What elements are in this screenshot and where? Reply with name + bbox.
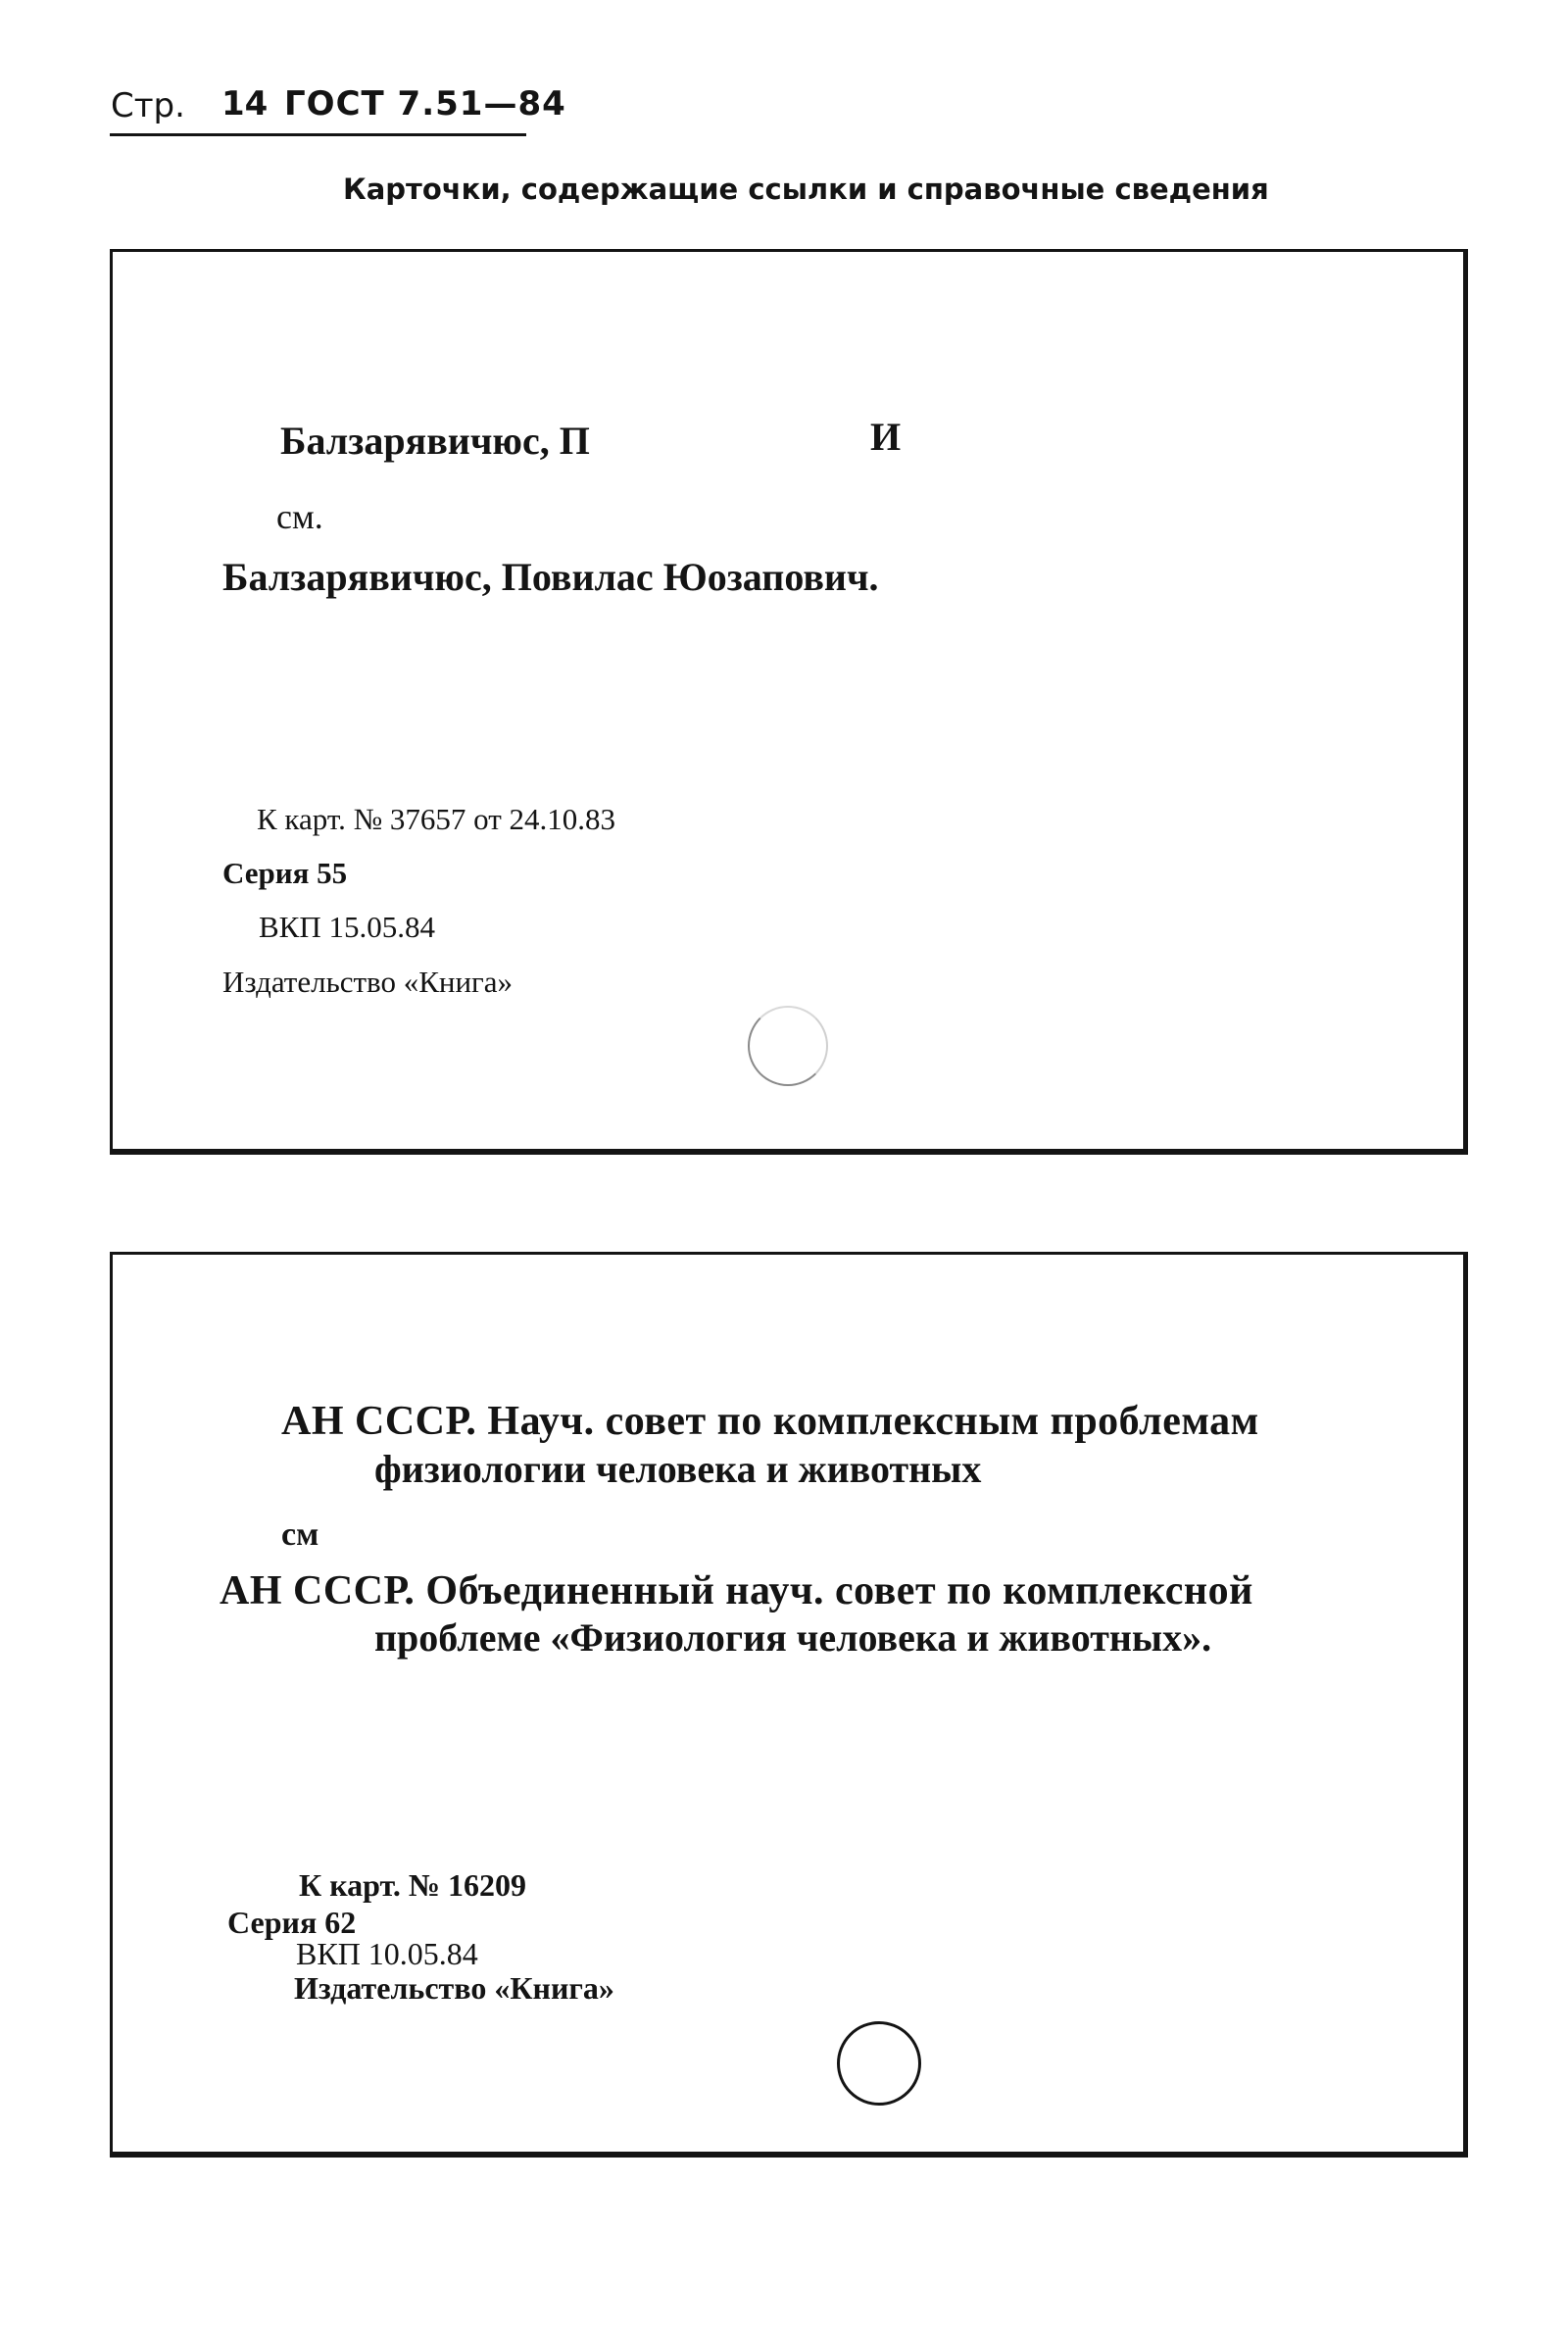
catalogue-card-1 <box>110 249 1468 1155</box>
card-number: К карт. № 37657 от 24.10.83 <box>257 802 616 836</box>
card-border-left <box>110 1252 113 2158</box>
card-heading-continuation: физиологии человека и животных <box>374 1447 982 1491</box>
series-label: Серия 55 <box>222 856 348 890</box>
card-number: К карт. № 16209 <box>299 1867 526 1903</box>
vkp-date: ВКП 15.05.84 <box>259 910 435 944</box>
card-heading-name: Балзарявичюс, П <box>280 419 590 463</box>
card-border-left <box>110 249 113 1155</box>
punch-hole-circle <box>748 1006 828 1086</box>
card-border-bottom <box>110 1149 1468 1155</box>
see-reference: см. <box>276 497 323 536</box>
standard-designation: ГОСТ 7.51—84 <box>284 84 566 124</box>
card-border-right <box>1463 249 1468 1155</box>
vkp-date: ВКП 10.05.84 <box>296 1936 478 1971</box>
header-underline <box>110 133 526 136</box>
card-border-right <box>1463 1252 1468 2158</box>
reference-target: Балзарявичюс, Повилас Юозапович. <box>222 555 879 599</box>
card-heading-letter: И <box>870 415 902 459</box>
punch-hole-circle <box>837 2021 921 2106</box>
see-reference: см <box>281 1516 319 1553</box>
page-number: 14 <box>221 84 269 124</box>
section-title: Карточки, содержащие ссылки и справочные сведения <box>343 173 1269 206</box>
card-border-top <box>110 249 1468 252</box>
reference-target: АН СССР. Объединенный науч. совет по комплексной <box>220 1568 1253 1613</box>
publisher: Издательство «Книга» <box>222 965 514 999</box>
card-border-bottom <box>110 2152 1468 2158</box>
page-label: Стр. <box>111 86 185 125</box>
publisher: Издательство «Книга» <box>294 1970 614 2006</box>
catalogue-card-2 <box>110 1252 1468 2158</box>
card-heading: АН СССР. Науч. совет по комплексным проблемам <box>281 1399 1259 1444</box>
reference-target-continuation: проблеме «Физиология человека и животных». <box>374 1615 1212 1660</box>
series-label: Серия 62 <box>227 1905 357 1940</box>
card-border-top <box>110 1252 1468 1255</box>
